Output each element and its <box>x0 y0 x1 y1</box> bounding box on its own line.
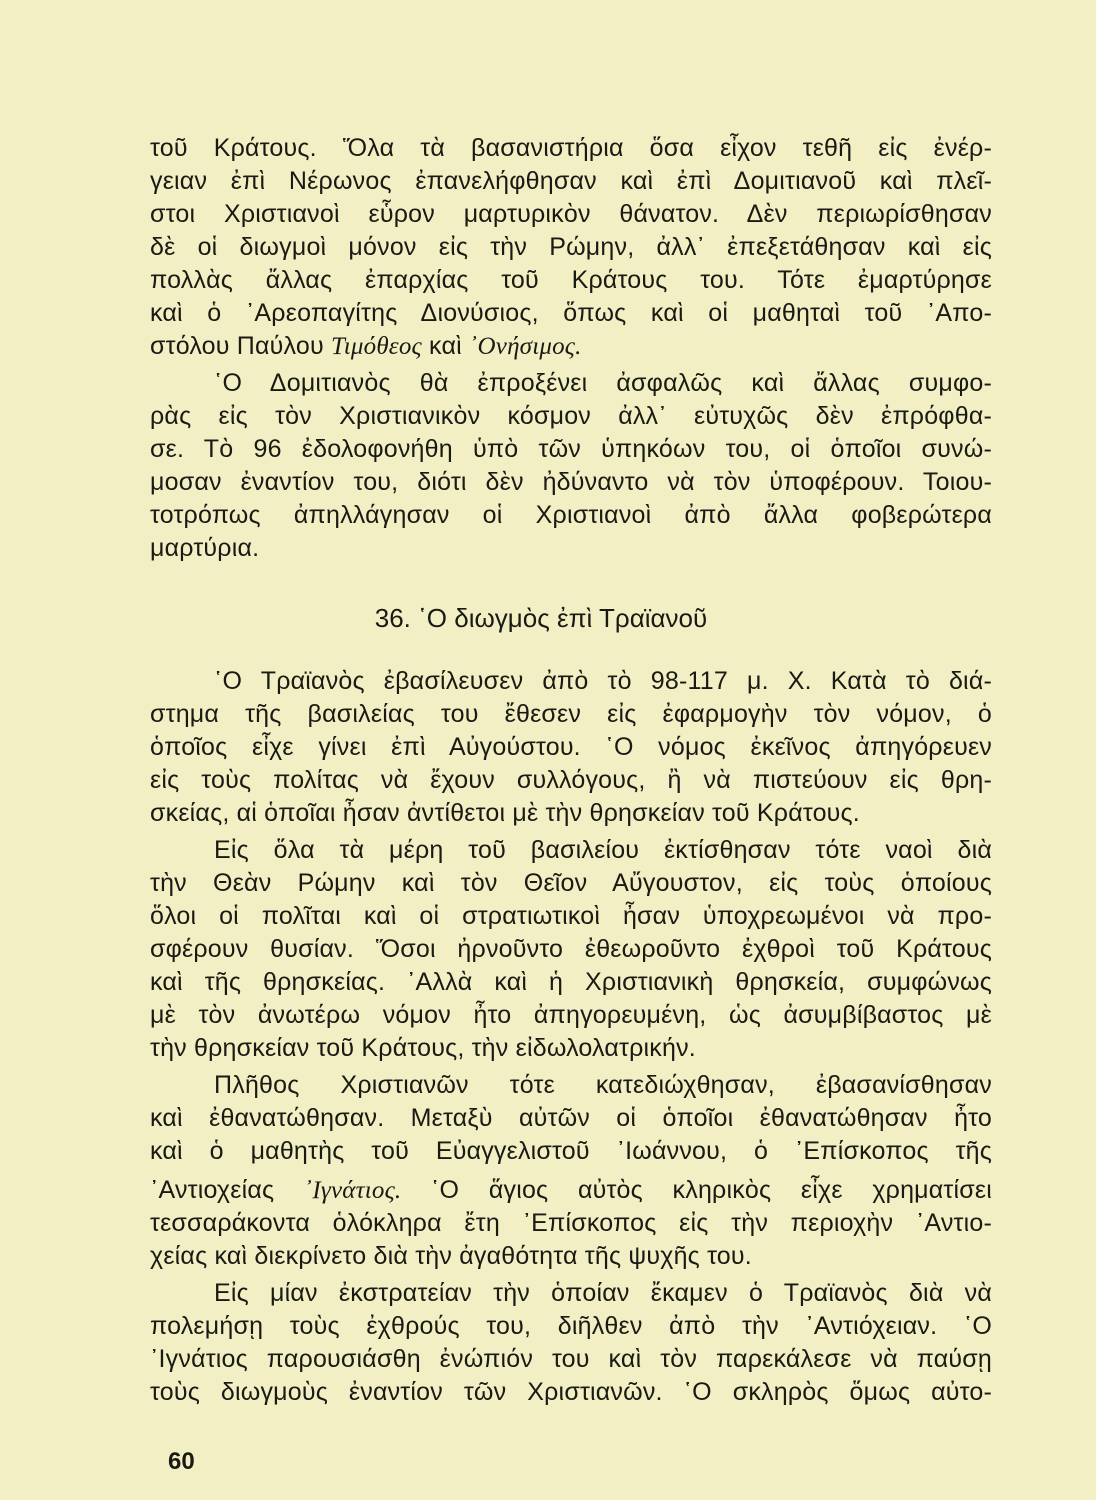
text-line: καὶ ὁ ᾿Αρεοπαγίτης Διονύσιος, ὅπως καὶ οἱ μαθηταὶ τοῦ ᾿Απο- <box>150 299 992 327</box>
text-line: μαρτύρια. <box>150 534 260 562</box>
text-line: ῾Ο Δομιτιανὸς θὰ ἐπροξένει ἀσφαλῶς καὶ ἄλλας συμφο- <box>214 369 992 397</box>
paragraph-domitian <box>150 367 992 565</box>
text-line: μοσαν ἐναντίον του, διότι δὲν ἠδύναντο νὰ τὸν ὑποφέρουν. Τοιου- <box>150 468 992 496</box>
text-line: ᾿Ιγνάτιος παρουσιάσθη ἐνώπιόν του καὶ τὸν παρεκάλεσε νὰ παύσῃ <box>150 1345 992 1373</box>
text-line: τεσσαράκοντα ὁλόκληρα ἔτη ᾿Επίσκοπος εἰς τὴν περιοχὴν ᾿Αντιο- <box>150 1209 992 1237</box>
text-line: τὴν Θεὰν Ρώμην καὶ τὸν Θεῖον Αὔγουστον, εἰς τοὺς ὁποίους <box>150 869 992 897</box>
text-line: πολεμήσῃ τοὺς ἐχθρούς του, διῆλθεν ἀπὸ τὴν ᾿Αντιόχειαν. ῾Ο <box>150 1312 992 1340</box>
text-line: ῾Ο Τραϊανὸς ἐβασίλευσεν ἀπὸ τὸ 98-117 μ. Χ. Κατὰ τὸ διά- <box>214 667 992 695</box>
section-heading: 36. ῾Ο διωγμὸς ἐπὶ Τραϊανοῦ <box>374 603 708 633</box>
text-line: Εἰς ὅλα τὰ μέρη τοῦ βασιλείου ἐκτίσθησαν τότε ναοὶ διὰ <box>214 836 992 864</box>
text-line: χείας καὶ διεκρίνετο διὰ τὴν ἀγαθότητα τῆς ψυχῆς του. <box>150 1242 752 1270</box>
text-line: τοῦ Κράτους. Ὅλα τὰ βασανιστήρια ὅσα εἶχον τεθῆ εἰς ἐνέρ- <box>150 134 992 162</box>
text-segment: στόλου Παύλου <box>150 332 331 360</box>
text-segment: ῾Ο ἅγιος αὐτὸς κληρικὸς εἶχε χρηματίσει <box>401 1176 992 1204</box>
text-line: στημα τῆς βασιλείας του ἔθεσεν εἰς ἐφαρμογὴν τὸν νόμον, ὁ <box>150 700 992 728</box>
text-segment: καὶ <box>421 332 469 360</box>
italic-name: ᾿Ιγνάτιος. <box>303 1177 402 1204</box>
paragraph-persecutions <box>150 132 992 363</box>
page-number: 60 <box>168 1448 195 1475</box>
paragraph-temples <box>150 834 992 1065</box>
text-line: σφέρουν θυσίαν. Ὅσοι ἠρνοῦντο ἐθεωροῦντο ἐχθροὶ τοῦ Κράτους <box>150 935 992 963</box>
text-line: ὅλοι οἱ πολῖται καὶ οἱ στρατιωτικοὶ ἦσαν ὑποχρεωμένοι νὰ προ- <box>150 902 992 930</box>
text-line: Πλῆθος Χριστιανῶν τότε κατεδιώχθησαν, ἐβασανίσθησαν <box>214 1071 992 1099</box>
text-line <box>150 1174 992 1207</box>
text-line: καὶ ἐθανατώθησαν. Μεταξὺ αὐτῶν οἱ ὁποῖοι ἐθανατώθησαν ἦτο <box>150 1104 992 1132</box>
text-line: μὲ τὸν ἀνωτέρω νόμον ἦτο ἀπηγορευμένη, ὡς ἀσυμβίβαστος μὲ <box>150 1001 992 1029</box>
text-line: τοτρόπως ἀπηλλάγησαν οἱ Χριστιανοὶ ἀπὸ ἄλλα φοβερώτερα <box>150 501 992 529</box>
paragraph-campaign <box>150 1277 992 1409</box>
text-line: γειαν ἐπὶ Νέρωνος ἐπανελήφθησαν καὶ ἐπὶ Δομιτιανοῦ καὶ πλεῖ- <box>150 167 992 195</box>
text-line: σκείας, αἱ ὁποῖαι ἦσαν ἀντίθετοι μὲ τὴν θρησκείαν τοῦ Κράτους. <box>150 799 860 827</box>
book-page <box>150 132 992 1409</box>
text-line <box>150 330 992 363</box>
text-line: τὴν θρησκείαν τοῦ Κράτους, τὴν εἰδωλολατρικήν. <box>150 1034 696 1062</box>
paragraph-ignatius <box>150 1069 992 1273</box>
text-line: καὶ τῆς θρησκείας. ᾿Αλλὰ καὶ ἡ Χριστιανικὴ θρησκεία, συμφώνως <box>150 968 992 996</box>
text-line: ρὰς εἰς τὸν Χριστιανικὸν κόσμον ἀλλ᾽ εὐτυχῶς δὲν ἐπρόφθα- <box>150 402 992 430</box>
text-line: δὲ οἱ διωγμοὶ μόνον εἰς τὴν Ρώμην, ἀλλ᾽ ἐπεξετάθησαν καὶ εἰς <box>150 233 992 261</box>
italic-name: ᾿Ονήσιμος. <box>469 333 582 360</box>
text-line: πολλὰς ἄλλας ἐπαρχίας τοῦ Κράτους του. Τότε ἐμαρτύρησε <box>150 266 992 294</box>
paragraph-trajan-law <box>150 665 992 830</box>
text-line: καὶ ὁ μαθητὴς τοῦ Εὐαγγελιστοῦ ᾿Ιωάννου, ὁ ᾿Επίσκοπος τῆς <box>150 1137 992 1165</box>
italic-name: Τιμόθεος <box>331 333 422 360</box>
text-line: εἰς τοὺς πολίτας νὰ ἔχουν συλλόγους, ἢ νὰ πιστεύουν εἰς θρη- <box>150 766 992 794</box>
text-line: ὁποῖος εἶχε γίνει ἐπὶ Αὐγούστου. ῾Ο νόμος ἐκεῖνος ἀπηγόρευεν <box>150 733 992 761</box>
text-segment: ᾿Αντιοχείας <box>150 1176 304 1204</box>
text-line: στοι Χριστιανοὶ εὗρον μαρτυρικὸν θάνατον. Δὲν περιωρίσθησαν <box>150 200 992 228</box>
text-line: τοὺς διωγμοὺς ἐναντίον τῶν Χριστιανῶν. ῾Ο σκληρὸς ὅμως αὐτο- <box>150 1378 992 1406</box>
text-line: σε. Τὸ 96 ἐδολοφονήθη ὑπὸ τῶν ὑπηκόων του, οἱ ὁποῖοι συνώ- <box>150 435 992 463</box>
text-line: Εἰς μίαν ἐκστρατείαν τὴν ὁποίαν ἔκαμεν ὁ Τραϊανὸς διὰ νὰ <box>214 1279 992 1307</box>
